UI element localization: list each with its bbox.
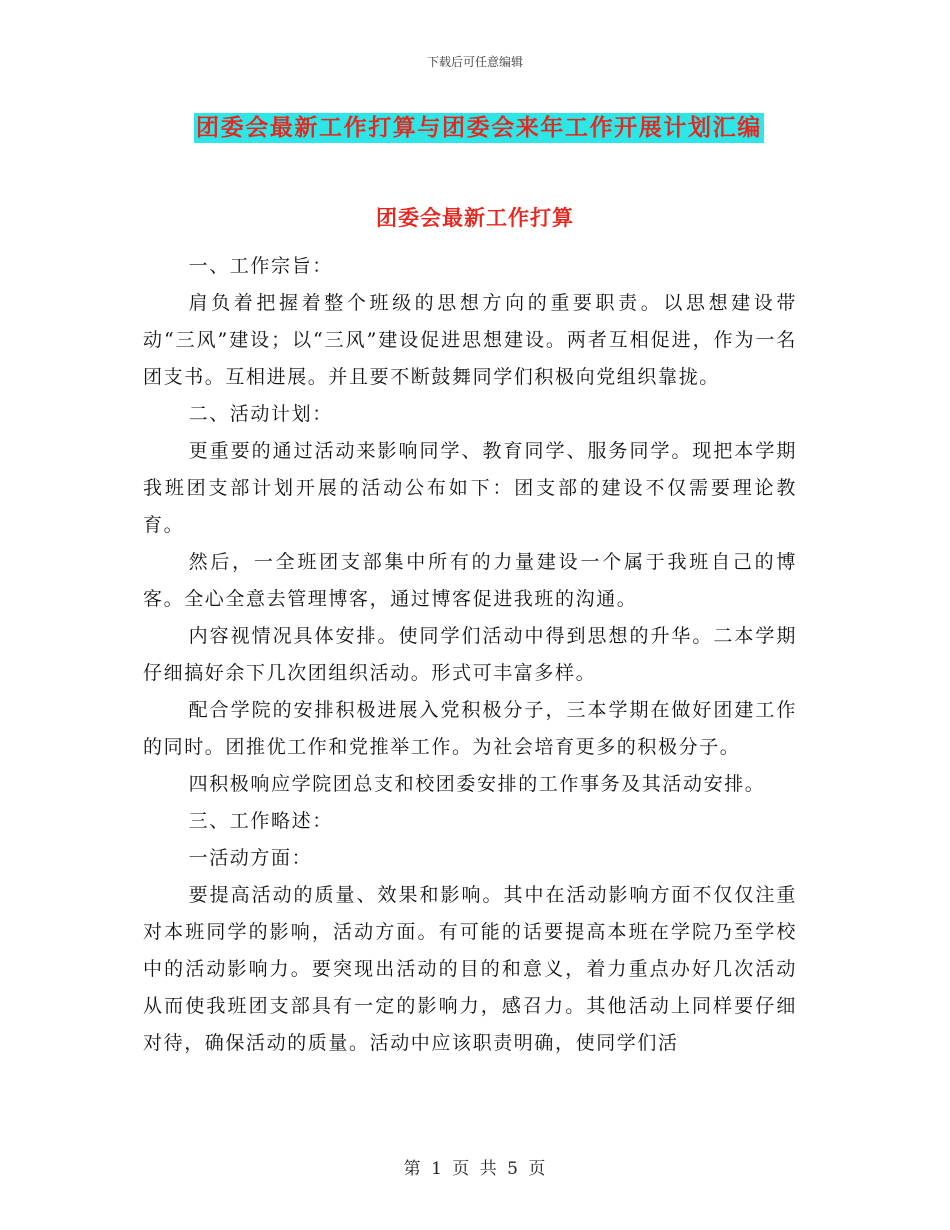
page-number: 第 1 页 共 5 页 (403, 1159, 547, 1179)
paragraph-1: 一、工作宗旨： (188, 255, 333, 277)
paragraph-8: 四积极响应学院团总支和校团委安排的工作事务及其活动安排。 (188, 773, 766, 795)
paragraph-5: 然后，一全班团支部集中所有的力量建设一个属于我班自己的博客。全心全意去管理博客，通过博客促进我班的沟通。 (143, 551, 797, 610)
page-header: 下载后可任意编辑 (426, 55, 523, 69)
paragraph-4: 更重要的通过活动来影响同学、教育同学、服务同学。现把本学期我班团支部计划开展的活动公布如下：团支部的建设不仅需要理论教育。 (143, 440, 797, 536)
paragraph-11: 要提高活动的质量、效果和影响。其中在活动影响方面不仅仅注重对本班同学的影响，活动方面。有可能的话要提高本班在学院乃至学校中的活动影响力。要突现出活动的目的和意义，着力重点办好几次活动从而使我班团支部具有一定的影响力，感召力。其他活动上同样要仔细对待，确保活动的质量。活动中应该职责明确，使同学们活 (143, 884, 797, 1054)
paragraph-6: 内容视情况具体安排。使同学们活动中得到思想的升华。二本学期仔细搞好余下几次团组织活动。形式可丰富多样。 (143, 625, 797, 684)
paragraph-2: 肩负着把握着整个班级的思想方向的重要职责。以思想建设带动“三风”建设；以“三风”建设促进思想建设。两者互相促进，作为一名团支书。互相进展。并且要不断鼓舞同学们积极向党组织靠拢。 (143, 292, 797, 388)
paragraph-10: 一活动方面： (188, 847, 313, 869)
section-title: 团委会最新工作打算 (376, 205, 574, 230)
document-body (143, 248, 797, 1062)
document-title: 团委会最新工作打算与团委会来年工作开展计划汇编 (196, 114, 762, 141)
paragraph-7: 配合学院的安排积极进展入党积极分子，三本学期在做好团建工作的同时。团推优工作和党推举工作。为社会培育更多的积极分子。 (143, 699, 797, 758)
paragraph-3: 二、活动计划： (188, 403, 333, 425)
paragraph-9: 三、工作略述： (188, 810, 333, 832)
